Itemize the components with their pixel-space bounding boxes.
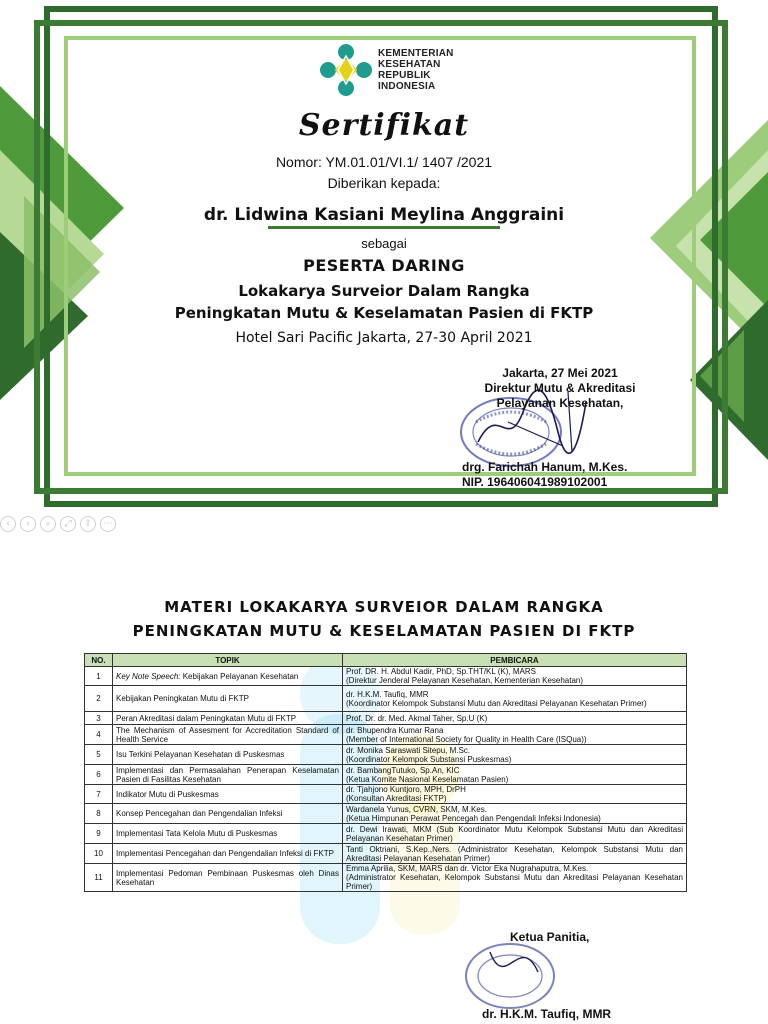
topic-text: Kebijakan Pelayanan Kesehatan — [180, 671, 299, 681]
certificate-number: Nomor: YM.01.01/VI.1/ 1407 /2021 — [275, 154, 493, 170]
row-topic — [113, 824, 343, 844]
speaker-name: dr. Dewi Irawati, MKM (Sub Koordinator Mutu Kelompok Substansi Mutu dan Akreditasi Pelayanan Kesehatan Primer) — [346, 824, 683, 843]
table-row — [85, 804, 687, 824]
signer-name: drg. Farichah Hanum, M.Kes. — [462, 460, 628, 474]
row-speaker — [343, 725, 687, 745]
viewer-toolbar — [0, 514, 116, 534]
signer-position: Direktur Mutu & Akreditasi — [484, 381, 636, 395]
topic-text: Indikator Mutu di Puskesmas — [116, 789, 219, 799]
zoom-icon[interactable]: ⌕ — [40, 516, 56, 532]
row-topic — [113, 804, 343, 824]
speaker-affiliation: (Koordinator Kelompok Substansi Mutu dan Akreditasi Pelayanan Kesehatan Primer) — [346, 698, 647, 708]
topic-text: Implementasi Pencegahan dan Pengendalian Infeksi di FKTP — [116, 849, 334, 858]
topic-text: Implementasi dan Permasalahan Penerapan Keselamatan Pasien di Fasilitas Kesehatan — [116, 765, 339, 784]
row-topic — [113, 725, 343, 745]
header-no: NO. — [85, 654, 113, 667]
row-speaker — [343, 864, 687, 892]
table-row — [85, 824, 687, 844]
fit-icon[interactable]: ⤢ — [60, 516, 76, 532]
row-number: 7 — [85, 785, 113, 804]
table-header-row — [85, 654, 687, 667]
row-number: 6 — [85, 765, 113, 785]
speaker-name: Prof. Dr. dr. Med. Akmal Taher, Sp.U (K) — [346, 713, 488, 723]
event-venue: Hotel Sari Pacific Jakarta, 27-30 April 2021 — [235, 330, 533, 346]
materi-title-line2: PENINGKATAN MUTU & KESELAMATAN PASIEN DI FKTP — [132, 622, 636, 640]
row-topic — [113, 712, 343, 725]
speaker-affiliation: (Member of International Society for Quality in Health Care (ISQua)) — [346, 734, 587, 744]
row-number: 10 — [85, 844, 113, 864]
row-number: 1 — [85, 667, 113, 686]
share-icon[interactable]: ⇪ — [80, 516, 96, 532]
table-row — [85, 712, 687, 725]
table-row — [85, 765, 687, 785]
speaker-name: Prof. DR. H. Abdul Kadir, PhD, Sp.THT/KL (K), MARS — [346, 667, 536, 676]
topic-text: Konsep Pencegahan dan Pengendalian Infeksi — [116, 809, 283, 818]
committee-stamp-icon — [460, 932, 560, 1012]
row-topic — [113, 844, 343, 864]
ministry-name — [378, 48, 454, 92]
topic-text: Peran Akreditasi dalam Peningkatan Mutu di FKTP — [116, 713, 297, 723]
row-speaker — [343, 745, 687, 765]
event-title-line2: Peningkatan Mutu & Keselamatan Pasien di FKTP — [174, 304, 594, 322]
row-speaker — [343, 686, 687, 712]
row-topic — [113, 864, 343, 892]
next-icon[interactable]: › — [20, 516, 36, 532]
speaker-name: dr. H.K.M. Taufiq, MMR — [346, 689, 429, 699]
ministry-logo-icon — [318, 42, 374, 98]
row-number: 5 — [85, 745, 113, 765]
materi-table — [84, 653, 687, 892]
table-row — [85, 686, 687, 712]
row-number: 3 — [85, 712, 113, 725]
logo-line: KESEHATAN — [378, 59, 441, 70]
recipient-name: dr. Lidwina Kasiani Meylina Anggraini — [203, 205, 565, 225]
row-speaker — [343, 844, 687, 864]
speaker-affiliation: (Administrator Kesehatan, Kelompok Substansi Mutu dan Akreditasi Pelayanan Kesehatan Primer) — [346, 873, 683, 891]
row-speaker — [343, 667, 687, 686]
logo-line: INDONESIA — [378, 81, 436, 92]
topic-text: Implementasi Pedoman Pembinaan Puskesmas oleh Dinas Kesehatan — [116, 868, 339, 887]
signer-name-block — [462, 460, 627, 490]
speaker-name: Tanti Oktriani, S.Kep.,Ners. (Administrator Kesehatan, Kelompok Substansi Mutu dan Akreditasi Pelayanan Kesehatan Primer) — [346, 844, 683, 863]
speaker-name: dr. Tjahjono Kuntjoro, MPH, DrPH — [346, 785, 466, 794]
row-number: 8 — [85, 804, 113, 824]
speaker-name: Emma Aprilia, SKM, MARS dan dr. Victor Eka Nugrahaputra, M.Kes. — [346, 864, 589, 873]
row-speaker — [343, 712, 687, 725]
table-row — [85, 745, 687, 765]
topic-text: Implementasi Tata Kelola Mutu di Puskesmas — [116, 829, 278, 838]
sign-place-date: Jakarta, 27 Mei 2021 — [502, 366, 618, 380]
speaker-affiliation: (Ketua Himpunan Perawat Pencegah dan Pengendali Infeksi Indonesia) — [346, 813, 601, 823]
speaker-affiliation: (Direktur Jenderal Pelayanan Kesehatan, Kementerian Kesehatan) — [346, 676, 584, 685]
speaker-affiliation: (Konsultan Akreditasi FKTP) — [346, 794, 447, 803]
row-number: 9 — [85, 824, 113, 844]
topic-emphasis: Key Note Speech: — [116, 671, 181, 681]
topic-text: Kebijakan Peningkatan Mutu di FKTP — [116, 694, 249, 703]
row-topic — [113, 667, 343, 686]
header-pembicara: PEMBICARA — [343, 654, 687, 667]
table-body — [85, 667, 687, 892]
row-topic — [113, 745, 343, 765]
table-row — [85, 667, 687, 686]
committee-name: dr. H.K.M. Taufiq, MMR — [482, 1007, 612, 1021]
speaker-name: dr. Monika Saraswati Sitepu, M.Sc. — [346, 745, 471, 755]
committee-title: Ketua Panitia, — [510, 930, 590, 944]
topic-text: Isu Terkini Pelayanan Kesehatan di Puskesmas — [116, 750, 285, 759]
table-row — [85, 864, 687, 892]
speaker-affiliation: (Koordinator Kelompok Substansi Puskesmas) — [346, 754, 512, 764]
table-row — [85, 725, 687, 745]
table-row — [85, 844, 687, 864]
event-title-line1: Lokakarya Surveior Dalam Rangka — [238, 282, 530, 300]
prev-icon[interactable]: ‹ — [0, 516, 16, 532]
row-speaker — [343, 765, 687, 785]
signer-position: Pelayanan Kesehatan, — [496, 396, 624, 410]
row-topic — [113, 686, 343, 712]
speaker-affiliation: (Ketua Komite Nasional Keselamatan Pasien) — [346, 774, 509, 784]
row-topic — [113, 765, 343, 785]
row-speaker — [343, 785, 687, 804]
speaker-name: Wardanela Yunus, CVRN, SKM, M.Kes. — [346, 804, 487, 814]
logo-line: REPUBLIK — [378, 70, 431, 81]
topic-text: The Mechanism of Assesment for Accreditation Standard of Health Service — [116, 725, 339, 744]
speaker-name: dr. BambangTutuko, Sp.An, KIC — [346, 765, 460, 775]
signer-block — [470, 366, 650, 411]
row-speaker — [343, 824, 687, 844]
speaker-name: dr. Bhupendra Kumar Rana — [346, 725, 444, 735]
participant-role: PESERTA DARING — [303, 256, 465, 275]
row-number: 4 — [85, 725, 113, 745]
header-topik: TOPIK — [113, 654, 343, 667]
materi-page — [0, 560, 768, 1024]
table-row — [85, 785, 687, 804]
row-number: 2 — [85, 686, 113, 712]
row-topic — [113, 785, 343, 804]
row-speaker — [343, 804, 687, 824]
recipient-underline — [268, 226, 500, 229]
more-icon[interactable]: ⋯ — [100, 516, 116, 532]
given-to-label: Diberikan kepada: — [327, 175, 441, 191]
materi-title-line1: MATERI LOKAKARYA SURVEIOR DALAM RANGKA — [164, 598, 604, 616]
row-number: 11 — [85, 864, 113, 892]
signer-nip: NIP. 196406041989102001 — [462, 475, 608, 489]
logo-line: KEMENTERIAN — [378, 48, 454, 59]
certificate-title: Sertifikat — [298, 108, 470, 143]
as-label: sebagai — [361, 236, 407, 251]
